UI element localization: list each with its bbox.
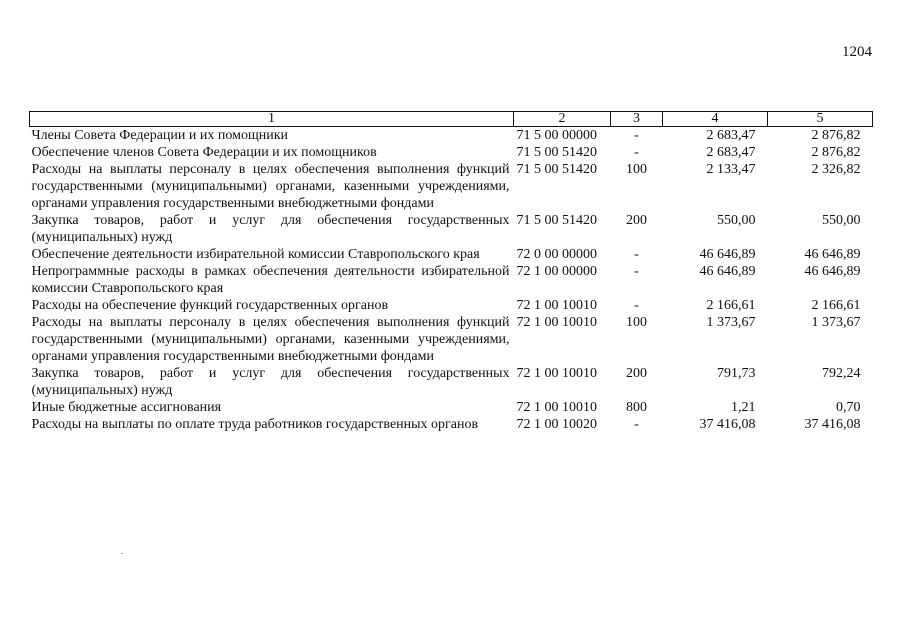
row-expense-type: -: [634, 417, 639, 432]
row-name: Закупка товаров, работ и услуг для обеспечения государственных (муниципальных) нужд: [31, 213, 510, 245]
row-value-2: 550,00: [822, 213, 861, 228]
header-col-5: 5: [768, 112, 873, 127]
row-code: 71 5 00 51420: [516, 162, 597, 177]
row-value-2: 2 166,61: [811, 298, 861, 313]
header-col-4: 4: [663, 112, 768, 127]
row-value-1: 791,73: [717, 366, 756, 381]
row-value-1: 2 133,47: [706, 162, 756, 177]
row-code: 72 1 00 10010: [516, 366, 597, 381]
row-name: Иные бюджетные ассигнования: [31, 400, 222, 415]
row-expense-type: -: [634, 128, 639, 143]
row-value-1: 1,21: [731, 400, 756, 415]
row-expense-type: 100: [626, 315, 647, 330]
row-code: 72 1 00 10010: [516, 315, 597, 330]
row-expense-type: 100: [626, 162, 647, 177]
row-code: 72 1 00 00000: [516, 264, 597, 279]
row-code: 72 1 00 10010: [516, 400, 597, 415]
row-name: Непрограммные расходы в рамках обеспечения деятельности избирательной комиссии Ставропольского края: [31, 264, 510, 296]
row-expense-type: -: [634, 247, 639, 262]
table-row: [30, 314, 873, 365]
row-name: Закупка товаров, работ и услуг для обеспечения государственных (муниципальных) нужд: [31, 366, 510, 398]
row-name: Обеспечение деятельности избирательной комиссии Ставропольского края: [31, 247, 480, 262]
row-value-2: 792,24: [822, 366, 861, 381]
row-value-1: 37 416,08: [699, 417, 756, 432]
page-number: 1204: [842, 44, 872, 60]
row-expense-type: 200: [626, 366, 647, 381]
row-name: Обеспечение членов Совета Федерации и их помощников: [31, 145, 377, 160]
row-name: Расходы на выплаты персоналу в целях обеспечения выполнения функций государственными (муниципальными) органами, казенными учреждениями, органами управления государственными внебюджетными фондами: [31, 162, 510, 211]
row-value-1: 550,00: [717, 213, 756, 228]
row-value-2: 37 416,08: [804, 417, 861, 432]
row-code: 72 1 00 10020: [516, 417, 597, 432]
row-value-1: 46 646,89: [699, 264, 756, 279]
row-expense-type: -: [634, 145, 639, 160]
header-col-1: 1: [30, 112, 514, 127]
row-value-2: 2 876,82: [811, 128, 861, 143]
table-row: [30, 365, 873, 399]
row-value-2: 0,70: [836, 400, 861, 415]
row-value-2: 46 646,89: [804, 247, 861, 262]
table-row: [30, 144, 873, 161]
row-name: Расходы на обеспечение функций государственных органов: [31, 298, 389, 313]
table-row: [30, 212, 873, 246]
table-row: [30, 416, 873, 433]
row-expense-type: -: [634, 298, 639, 313]
row-value-1: 2 683,47: [706, 145, 756, 160]
header-col-2: 2: [514, 112, 611, 127]
row-value-1: 46 646,89: [699, 247, 756, 262]
row-code: 71 5 00 51420: [516, 213, 597, 228]
row-value-2: 1 373,67: [811, 315, 861, 330]
row-value-2: 2 876,82: [811, 145, 861, 160]
table-row: [30, 161, 873, 212]
header-col-3: 3: [611, 112, 663, 127]
row-expense-type: 200: [626, 213, 647, 228]
row-value-2: 2 326,82: [811, 162, 861, 177]
row-name: Расходы на выплаты персоналу в целях обеспечения выполнения функций государственными (муниципальными) органами, казенными учреждениями, органами управления государственными внебюджетными фондами: [31, 315, 510, 364]
row-value-1: 2 683,47: [706, 128, 756, 143]
scan-speck: [121, 553, 123, 554]
row-expense-type: -: [634, 264, 639, 279]
row-code: 71 5 00 51420: [516, 145, 597, 160]
table-row: [30, 399, 873, 416]
row-value-1: 1 373,67: [706, 315, 756, 330]
row-value-2: 46 646,89: [804, 264, 861, 279]
table-row: [30, 246, 873, 263]
row-name: Расходы на выплаты по оплате труда работников государственных органов: [31, 417, 479, 432]
table-row: [30, 127, 873, 145]
row-expense-type: 800: [626, 400, 647, 415]
row-value-1: 2 166,61: [706, 298, 756, 313]
row-code: 71 5 00 00000: [516, 128, 597, 143]
table-row: [30, 297, 873, 314]
budget-table: [29, 111, 873, 433]
table-row: [30, 263, 873, 297]
table-header-row: [30, 112, 873, 127]
row-name: Члены Совета Федерации и их помощники: [31, 128, 289, 143]
row-code: 72 0 00 00000: [516, 247, 597, 262]
row-code: 72 1 00 10010: [516, 298, 597, 313]
